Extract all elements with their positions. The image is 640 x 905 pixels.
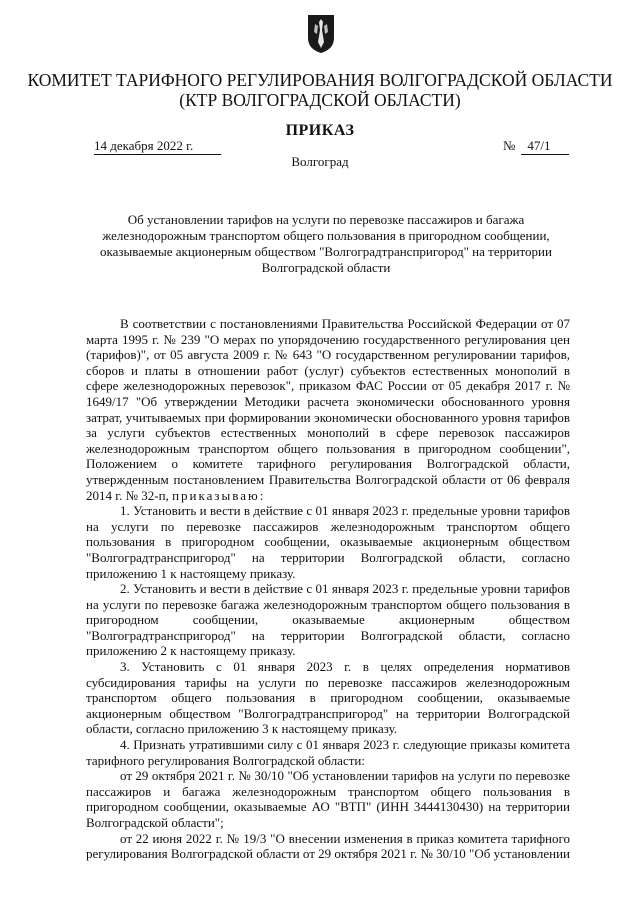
document-subject: Об установлении тарифов на услуги по перевозке пассажиров и багажа железнодорожным транспортом общего пользования в пригородном сообщении, оказываемые акционерным обществом "Волгоградтранспригород" на территории Волгоградской области xyxy=(100,212,552,275)
document-number xyxy=(503,138,569,155)
paragraph-4: 4. Признать утратившими силу с 01 января 2023 г. следующие приказы комитета тарифного регулирования Волгоградской области: xyxy=(86,737,570,768)
document-date: 14 декабря 2022 г. xyxy=(94,138,221,155)
paragraph-6: от 22 июня 2022 г. № 19/3 "О внесении изменения в приказ комитета тарифного регулирования Волгоградской области от 29 октября 2021 г. № 30/10 "Об установлении xyxy=(86,830,571,862)
organization-abbreviation: (КТР ВОЛГОГРАДСКОЙ ОБЛАСТИ) xyxy=(179,90,461,110)
number-value: 47/1 xyxy=(521,138,568,155)
paragraph-2: 2. Установить и вести в действие с 01 января 2023 г. предельные уровни тарифов на услуги по перевозке багажа железнодорожным транспортом общего пользования в пригородном сообщении, оказываемые акционерным обществом "Волгоградтранспригород" на территории Волгоградской области, согласно приложению 2 к настоящему приказу. xyxy=(86,581,570,659)
organization-name: КОМИТЕТ ТАРИФНОГО РЕГУЛИРОВАНИЯ ВОЛГОГРАДСКОЙ ОБЛАСТИ xyxy=(27,70,613,90)
volgograd-coat-of-arms-icon xyxy=(307,14,335,54)
preamble-text: В соответствии с постановлениями Правительства Российской Федерации от 07 марта 1995 г. № 239 "О мерах по упорядочению государственного регулирования цен (тарифов)", от 05 августа 2009 г. № 643 "О государственном регулировании тарифов, сборов и платы в отношении работ (услуг) субъектов естественных монополий в сфере железнодорожных перевозок", приказом ФАС России от 05 декабря 2017 г. № 1649/17 "Об утверждении Методики расчета экономически обоснованного уровня затрат, учитываемых при формировании экономически обоснованного уровня тарифов за услуги субъектов естественных монополий в сфере перевозок пассажиров железнодорожным транспортом общего пользования в пригородном сообщении", Положением о комитете тарифного регулирования Волгоградской области, утвержденным постановлением Правительства Волгоградской области от 06 февраля 2014 г. № 32-п, xyxy=(86,316,570,503)
paragraph-preamble xyxy=(86,316,570,503)
preamble-end: : xyxy=(259,487,264,503)
number-label: № xyxy=(503,138,516,153)
order-keyword: приказываю xyxy=(172,487,260,503)
paragraph-1: 1. Установить и вести в действие с 01 января 2023 г. предельные уровни тарифов на услуги по перевозке пассажиров железнодорожным транспортом общего пользования в пригородном сообщении, оказываемые акционерным обществом "Волгоградтранспригород" на территории Волгоградской области, согласно приложению 1 к настоящему приказу. xyxy=(86,503,570,581)
paragraph-3: 3. Установить с 01 января 2023 г. в целях определения нормативов субсидирования тарифы на услуги по перевозке пассажиров железнодорожным транспортом общего пользования в пригородном сообщении, оказываемые акционерным обществом "Волгоградтранспригород" на территории Волгоградской области, согласно приложению 3 к настоящему приказу. xyxy=(86,659,570,737)
document-body xyxy=(86,316,570,862)
document-type: ПРИКАЗ xyxy=(285,122,355,139)
document-city: Волгоград xyxy=(291,154,349,169)
paragraph-5: от 29 октября 2021 г. № 30/10 "Об установлении тарифов на услуги по перевозке пассажиров и багажа железнодорожным транспортом общего пользования в пригородном сообщении, оказываемые АО "ВТП" (ИНН 3444130430) на территории Волгоградской области"; xyxy=(86,768,570,830)
